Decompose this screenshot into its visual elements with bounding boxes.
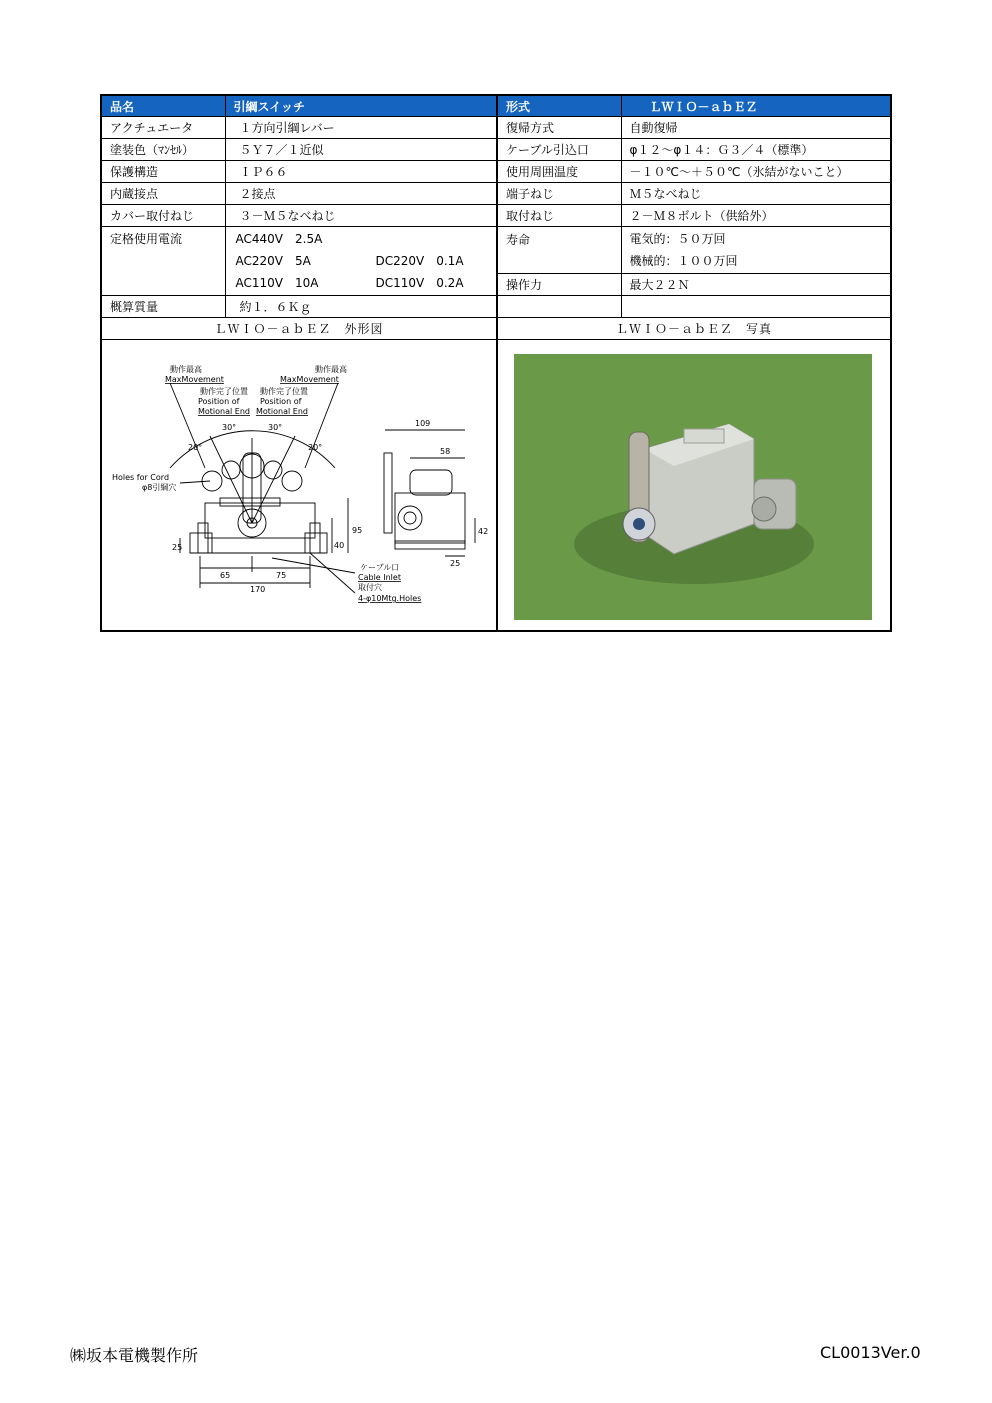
empty-cell — [621, 296, 891, 318]
rated-ac440: AC440V 2.5A — [235, 232, 323, 246]
rated-dc220: DC220V 0.1A — [375, 254, 464, 268]
spec-label: ケーブル引込口 — [497, 139, 621, 161]
dim-25-side: 25 — [450, 559, 461, 568]
motional-end-jp-left: 動作完了位置 — [200, 387, 248, 396]
value-product-name: 引綱スイッチ — [225, 95, 497, 117]
rated-current-values — [225, 227, 497, 296]
drawing-title: ＬＷＩＯ－ａｂＥＺ 外形図 — [101, 318, 497, 340]
dim-58: 58 — [440, 447, 451, 456]
motional-end-right: Motional End — [256, 407, 308, 416]
spec-label: 塗装色（ﾏﾝｾﾙ） — [101, 139, 225, 161]
spec-label: カバー取付ねじ — [101, 205, 225, 227]
mtg-holes-jp: 取付穴 — [358, 583, 382, 592]
mass-label: 概算質量 — [101, 296, 225, 318]
force-value: 最大２２Ｎ — [621, 274, 891, 296]
spec-value: ２接点 — [225, 183, 497, 205]
spec-value: ２－Ｍ８ボルト（供給外） — [621, 205, 891, 227]
spec-value: －１０℃～＋５０℃（氷結がないこと） — [621, 161, 891, 183]
header-row — [101, 95, 891, 117]
life-values — [621, 227, 891, 274]
dim-75: 75 — [276, 571, 287, 580]
cable-inlet: Cable Inlet — [358, 573, 401, 582]
company-name: ㈱坂本電機製作所 — [70, 1346, 199, 1365]
value-model: ＬＷＩＯ－ａｂＥＺ — [621, 95, 891, 117]
dim-65: 65 — [220, 571, 231, 580]
figure-row — [101, 340, 891, 632]
dim-40: 40 — [334, 541, 345, 550]
spec-row — [101, 183, 891, 205]
mtg-holes: 4-φ10Mtg.Holes — [358, 594, 422, 603]
outline-drawing-cell — [101, 340, 497, 632]
photo-title: ＬＷＩＯ－ａｂＥＺ 写真 — [497, 318, 891, 340]
position-of-left: Position of — [198, 397, 240, 406]
dim-170: 170 — [250, 585, 266, 594]
spec-label: 使用周囲温度 — [497, 161, 621, 183]
max-movement-jp-left: 動作最高 — [170, 365, 202, 374]
spec-label: アクチュエータ — [101, 117, 225, 139]
dim-25-front: 25 — [172, 543, 183, 552]
dim-109: 109 — [415, 419, 431, 428]
mass-row — [101, 296, 891, 318]
dim-42: 42 — [478, 527, 489, 536]
document-code: CL0013Ver.0 — [820, 1343, 921, 1362]
spec-row — [101, 205, 891, 227]
product-photo — [514, 354, 872, 620]
spec-value: ３－Ｍ５なべねじ — [225, 205, 497, 227]
position-of-right: Position of — [260, 397, 302, 406]
spec-label: 復帰方式 — [497, 117, 621, 139]
max-movement-jp-right: 動作最高 — [315, 365, 347, 374]
spec-value: 自動復帰 — [621, 117, 891, 139]
force-label: 操作力 — [497, 274, 621, 296]
rated-current-label: 定格使用電流 — [101, 227, 225, 296]
outline-drawing — [110, 358, 490, 608]
spec-row — [101, 117, 891, 139]
angle-20-left: 20° — [188, 443, 203, 452]
life-mechanical: 機械的：１００万回 — [629, 254, 738, 268]
holes-for-cord: Holes for Cord — [112, 473, 170, 482]
spec-value: ５Ｙ７／１近似 — [225, 139, 497, 161]
spec-label: 端子ねじ — [497, 183, 621, 205]
label-model: 形式 — [497, 95, 621, 117]
rated-current-row — [101, 227, 891, 274]
rated-ac110: AC110V 10A — [235, 276, 319, 290]
spec-label: 保護構造 — [101, 161, 225, 183]
life-label: 寿命 — [497, 227, 621, 274]
spec-label: 内蔵接点 — [101, 183, 225, 205]
angle-20-right: 20° — [308, 443, 323, 452]
holes-for-cord-jp: φ8引綱穴 — [142, 483, 177, 492]
spec-row — [101, 139, 891, 161]
life-electrical: 電気的：５０万回 — [629, 232, 726, 246]
product-photo-cell — [497, 340, 891, 632]
spec-value: １方向引綱レバー — [225, 117, 497, 139]
spec-table — [100, 94, 892, 632]
label-product-name: 品名 — [101, 95, 225, 117]
spec-label: 取付ねじ — [497, 205, 621, 227]
motional-end-jp-right: 動作完了位置 — [260, 387, 308, 396]
mass-value: 約１．６Ｋｇ — [225, 296, 497, 318]
motional-end-left: Motional End — [198, 407, 250, 416]
figure-title-row — [101, 318, 891, 340]
empty-cell — [497, 296, 621, 318]
max-movement-right: MaxMovement — [280, 375, 339, 384]
spec-row — [101, 161, 891, 183]
angle-30-right: 30° — [268, 423, 283, 432]
cable-inlet-jp: ケーブル口 — [360, 563, 400, 572]
rated-ac220: AC220V 5A — [235, 254, 311, 268]
max-movement-left: MaxMovement — [165, 375, 224, 384]
rated-dc110: DC110V 0.2A — [375, 276, 464, 290]
spec-value: Ｍ５なべねじ — [621, 183, 891, 205]
angle-30-left: 30° — [222, 423, 237, 432]
dim-95: 95 — [352, 526, 363, 535]
spec-value: ＩＰ６６ — [225, 161, 497, 183]
spec-value: φ１２～φ１４：Ｇ３／４（標準） — [621, 139, 891, 161]
